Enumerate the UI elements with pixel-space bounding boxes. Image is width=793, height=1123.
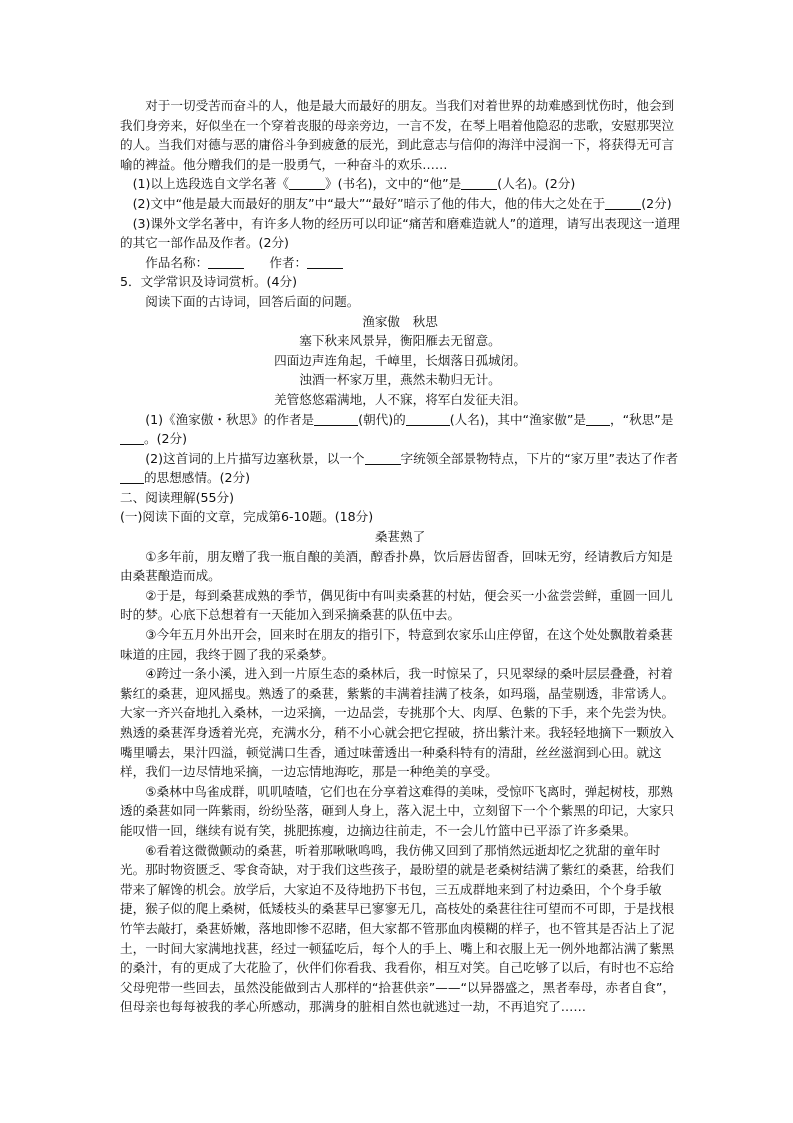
- answer-blank[interactable]: [120, 469, 144, 484]
- author-label: 作者：: [269, 254, 308, 270]
- answer-blank[interactable]: [406, 411, 450, 426]
- question-4-1-text-c: (人名)。(2分): [497, 176, 576, 192]
- poem-line: 羌管悠悠霜满地，人不寐，将军白发征夫泪。: [274, 391, 526, 407]
- question-4-2-text-a: (2)文中“他是最大而最好的朋友”中“最大”“最好”暗示了他的伟大，他的伟大之处在于: [132, 195, 606, 211]
- question-4-1-text-b: 》(书名)，文中的“他”是: [324, 176, 462, 192]
- question-4-2: [120, 194, 680, 214]
- question-5-instruction: 阅读下面的古诗词，回答后面的问题。: [145, 293, 360, 309]
- answer-blank[interactable]: [208, 254, 244, 269]
- answer-blank[interactable]: [461, 175, 497, 190]
- article-paragraph: ③今年五月外出开会，回来时在朋友的指引下，特意到农家乐山庄停留，在这个处处飘散着桑葚味道的庄园，我终于圆了我的采桑梦。: [120, 627, 673, 662]
- question-5-1-text-e: 。(2分): [144, 431, 188, 447]
- article-paragraph: ⑥看着这微微颤动的桑葚，听着那啾啾鸣鸣，我仿佛又回到了那悄然远逝却忆之犹甜的童年时光。那时物资匮乏、零食奇缺，对于我们这些孩子，最盼望的就是老桑树结满了紫红的桑葚，给我们带来了解馋的机会。放学后，大家迫不及待地扔下书包，三五成群地来到了村边桑田，个个身手敏捷，猴子似的爬上桑树，低矮枝头的桑葚早已寥寥无几，高枝处的桑葚往往可望而不可即，于是找根竹竿去敲打，桑葚娇嫩，落地即惨不忍睹，但大家都不管那血肉模糊的样子，也不管其是否沾上了泥土，一时间大家满地找葚，经过一顿猛吃后，每个人的手上、嘴上和衣服上无一例外地都沾满了紫黑的桑汁，有的更成了大花脸了，伙伴们你看我、我看你，相互对笑。自己吃够了以后，有时也不忘给父母兜带一些回去，虽然没能做到古人那样的“拾葚供亲”——“以异器盛之，黑者奉母，赤者自食”，但母亲也每每被我的孝心所感动，那满身的脏相自然也就逃过一劫，不再追究了……: [120, 842, 676, 1015]
- question-5-heading: 5．文学常识及诗词赏析。(4分): [120, 274, 297, 290]
- answer-blank[interactable]: [314, 411, 358, 426]
- question-5-2-text-b: 字统领全部景物特点，下片的“家万里”表达了作者: [400, 450, 679, 466]
- answer-blank[interactable]: [365, 450, 401, 465]
- article-paragraph: ④跨过一条小溪，进入到一片原生态的桑林后，我一时惊呆了，只见翠绿的桑叶层层叠叠，衬着紫红的桑葚，迎风摇曳。熟透了的桑葚，紫紫的丰满着挂满了枝条，如玛瑙，晶莹剔透，非常诱人。大家一齐兴奋地扎入桑林，一边采摘，一边品尝，专挑那个大、肉厚、色紫的下手，来个先尝为快。熟透的桑葚浑身透着光亮，充满水分，稍不小心就会把它捏破，挤出紫汁来。我轻轻地摘下一颗放入嘴里嚼去，果汁四溢，顿觉满口生香，通过味蕾透出一种桑科特有的清甜，丝丝滋润到心田。就这样，我们一边尽情地采摘，一边忘情地海吃，那是一种绝美的享受。: [120, 666, 675, 780]
- poem-line: 塞下秋来风景异，衡阳雁去无留意。: [299, 333, 501, 349]
- work-label: 作品名称：: [145, 254, 209, 270]
- question-4-3: (3)课外文学名著中，有许多人物的经历可以印证“痛苦和磨难造就人”的道理，请写出表现这一道理的其它一部作品及作者。(2分): [120, 215, 680, 251]
- answer-blank[interactable]: [605, 195, 641, 210]
- answer-blank[interactable]: [289, 175, 325, 190]
- question-4-1: [120, 174, 680, 194]
- section-heading: 二、阅读理解(55分): [120, 489, 235, 505]
- question-5-2-text-c: 的思想感情。(2分): [144, 470, 250, 486]
- article-paragraph: ②于是，每到桑葚成熟的季节，偶见街中有叫卖桑葚的村姑，便会买一小盆尝尝鲜，重圆一回儿时的梦。心底下总想着有一天能加入到采摘桑葚的队伍中去。: [120, 587, 673, 623]
- question-4-1-text-a: (1)以上选段选自文学名著《: [132, 176, 289, 192]
- answer-blank[interactable]: [307, 254, 343, 269]
- question-5-2: [120, 449, 680, 488]
- article-title: 桑葚熟了: [374, 529, 426, 545]
- question-5-1: [120, 410, 680, 449]
- question-5-1-text-a: (1)《渔家傲・秋思》的作者是: [145, 411, 315, 427]
- passage-paragraph: 对于一切受苦而奋斗的人，他是最大而最好的朋友。当我们对着世界的劫难感到忧伤时，他会到我们身旁来，好似坐在一个穿着丧服的母亲旁边，一言不发，在琴上唱着他隐忍的悲歌，安慰那哭泣的人。当我们对德与恶的庸俗斗争到疲惫的辰光，到此意志与信仰的海洋中浸润一下，将获得无可言喻的裨益。他分赠我们的是一股勇气，一种奋斗的欢乐……: [120, 98, 675, 172]
- poem-line: 四面边声连角起，千嶂里，长烟落日孤城闭。: [274, 352, 526, 368]
- question-4-2-text-b: (2分): [641, 195, 672, 211]
- answer-blank[interactable]: [586, 411, 610, 426]
- article-paragraph: ⑤桑林中鸟雀成群，叽叽喳喳，它们也在分享着这难得的美味，受惊吓飞离时，弹起树枝，那熟透的桑葚如同一阵紫雨，纷纷坠落，砸到人身上，落入泥土中，立刻留下一个个紫黑的印记，大家只能叹惜一回，继续有说有笑，挑肥拣瘦，边摘边往前走，不一会儿竹篮中已平添了许多桑果。: [120, 783, 675, 838]
- question-5-1-text-c: (人名)，其中“渔家傲”是: [449, 411, 586, 427]
- article-paragraph: ①多年前，朋友赠了我一瓶自酿的美酒，醇香扑鼻，饮后唇齿留香，回味无穷，经请教后方知是由桑葚酿造而成。: [120, 548, 673, 584]
- answer-blank[interactable]: [120, 430, 144, 445]
- question-5-1-text-d: ，“秋思”是: [610, 411, 674, 427]
- document-page: [120, 96, 680, 1017]
- answer-line: [120, 253, 680, 273]
- poem-title: 渔家傲 秋思: [362, 313, 438, 329]
- question-5-2-text-a: (2)这首词的上片描写边塞秋景，以一个: [145, 450, 365, 466]
- section-subheading: (一)阅读下面的文章，完成第6-10题。(18分): [120, 509, 374, 525]
- question-5-1-text-b: (朝代)的: [358, 411, 406, 427]
- poem-line: 浊酒一杯家万里，燕然未勒归无计。: [299, 372, 501, 388]
